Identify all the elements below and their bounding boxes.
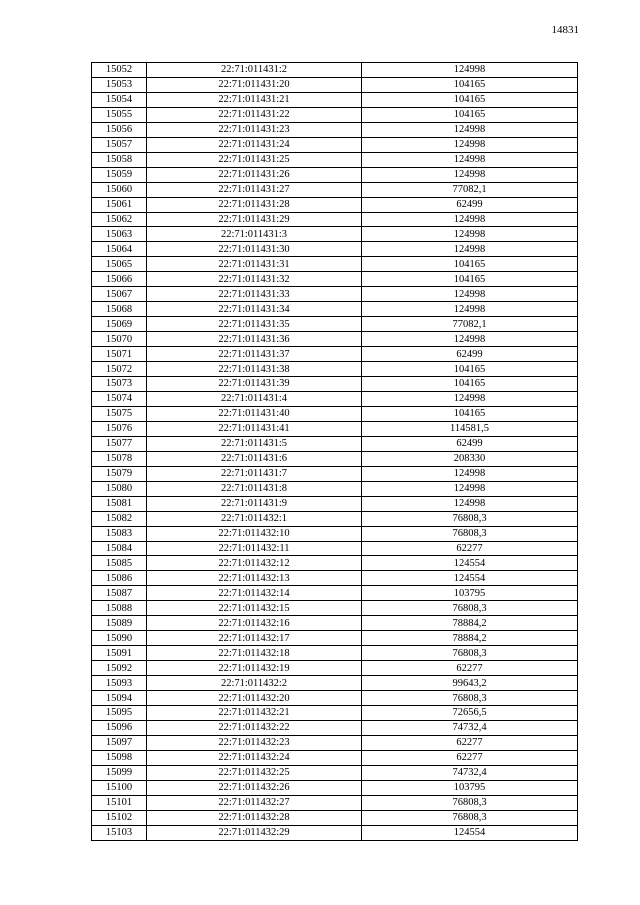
value-cell: 124998 <box>362 167 578 182</box>
table-row <box>92 571 578 586</box>
row-number-cell: 15053 <box>92 77 147 92</box>
value-cell: 76808,3 <box>362 795 578 810</box>
value-cell: 124998 <box>362 287 578 302</box>
table-row <box>92 586 578 601</box>
cadastral-number-cell: 22:71:011431:21 <box>147 92 362 107</box>
table-row <box>92 780 578 795</box>
value-cell: 62499 <box>362 347 578 362</box>
cadastral-number-cell: 22:71:011431:25 <box>147 152 362 167</box>
value-cell: 104165 <box>362 92 578 107</box>
value-cell: 103795 <box>362 586 578 601</box>
table-row <box>92 257 578 272</box>
table-row <box>92 212 578 227</box>
table-row <box>92 332 578 347</box>
cadastral-number-cell: 22:71:011432:18 <box>147 646 362 661</box>
row-number-cell: 15089 <box>92 616 147 631</box>
cadastral-number-cell: 22:71:011432:1 <box>147 511 362 526</box>
value-cell: 74732,4 <box>362 765 578 780</box>
row-number-cell: 15070 <box>92 332 147 347</box>
row-number-cell: 15066 <box>92 272 147 287</box>
row-number-cell: 15063 <box>92 227 147 242</box>
table-row <box>92 152 578 167</box>
row-number-cell: 15058 <box>92 152 147 167</box>
value-cell: 62277 <box>362 750 578 765</box>
cadastral-number-cell: 22:71:011431:5 <box>147 436 362 451</box>
row-number-cell: 15082 <box>92 511 147 526</box>
value-cell: 124998 <box>362 332 578 347</box>
cadastral-number-cell: 22:71:011432:21 <box>147 705 362 720</box>
table-row <box>92 810 578 825</box>
row-number-cell: 15056 <box>92 122 147 137</box>
value-cell: 104165 <box>362 107 578 122</box>
cadastral-number-cell: 22:71:011431:6 <box>147 451 362 466</box>
table-row <box>92 646 578 661</box>
value-cell: 76808,3 <box>362 810 578 825</box>
cadastral-number-cell: 22:71:011431:36 <box>147 332 362 347</box>
cadastral-number-cell: 22:71:011432:24 <box>147 750 362 765</box>
row-number-cell: 15057 <box>92 137 147 152</box>
value-cell: 77082,1 <box>362 182 578 197</box>
table-row <box>92 825 578 840</box>
row-number-cell: 15065 <box>92 257 147 272</box>
value-cell: 124998 <box>362 481 578 496</box>
cadastral-number-cell: 22:71:011431:35 <box>147 317 362 332</box>
table-row <box>92 720 578 735</box>
cadastral-number-cell: 22:71:011432:25 <box>147 765 362 780</box>
row-number-cell: 15088 <box>92 601 147 616</box>
value-cell: 124998 <box>362 227 578 242</box>
table-row <box>92 92 578 107</box>
table-row <box>92 63 578 78</box>
value-cell: 62499 <box>362 197 578 212</box>
cadastral-number-cell: 22:71:011432:29 <box>147 825 362 840</box>
row-number-cell: 15090 <box>92 631 147 646</box>
table-row <box>92 317 578 332</box>
cadastral-number-cell: 22:71:011432:16 <box>147 616 362 631</box>
table-row <box>92 406 578 421</box>
value-cell: 104165 <box>362 77 578 92</box>
cadastral-number-cell: 22:71:011432:26 <box>147 780 362 795</box>
cadastral-number-cell: 22:71:011431:24 <box>147 137 362 152</box>
row-number-cell: 15071 <box>92 347 147 362</box>
value-cell: 124554 <box>362 825 578 840</box>
value-cell: 124998 <box>362 302 578 317</box>
row-number-cell: 15094 <box>92 691 147 706</box>
value-cell: 124998 <box>362 152 578 167</box>
value-cell: 124998 <box>362 212 578 227</box>
table-row <box>92 272 578 287</box>
cadastral-number-cell: 22:71:011431:31 <box>147 257 362 272</box>
cadastral-number-cell: 22:71:011431:4 <box>147 391 362 406</box>
cadastral-number-cell: 22:71:011431:39 <box>147 377 362 392</box>
row-number-cell: 15087 <box>92 586 147 601</box>
value-cell: 76808,3 <box>362 646 578 661</box>
value-cell: 103795 <box>362 780 578 795</box>
row-number-cell: 15086 <box>92 571 147 586</box>
row-number-cell: 15077 <box>92 436 147 451</box>
value-cell: 76808,3 <box>362 691 578 706</box>
value-cell: 208330 <box>362 451 578 466</box>
cadastral-number-cell: 22:71:011432:12 <box>147 556 362 571</box>
cadastral-number-cell: 22:71:011432:13 <box>147 571 362 586</box>
row-number-cell: 15084 <box>92 541 147 556</box>
cadastral-number-cell: 22:71:011431:41 <box>147 421 362 436</box>
table-row <box>92 795 578 810</box>
cadastral-number-cell: 22:71:011431:20 <box>147 77 362 92</box>
row-number-cell: 15102 <box>92 810 147 825</box>
row-number-cell: 15055 <box>92 107 147 122</box>
cadastral-number-cell: 22:71:011431:9 <box>147 496 362 511</box>
row-number-cell: 15052 <box>92 63 147 78</box>
cadastral-number-cell: 22:71:011432:22 <box>147 720 362 735</box>
table-row <box>92 391 578 406</box>
row-number-cell: 15072 <box>92 362 147 377</box>
table-row <box>92 197 578 212</box>
value-cell: 124998 <box>362 466 578 481</box>
table-row <box>92 661 578 676</box>
table-row <box>92 362 578 377</box>
cadastral-number-cell: 22:71:011431:22 <box>147 107 362 122</box>
cadastral-number-cell: 22:71:011431:8 <box>147 481 362 496</box>
table-row <box>92 556 578 571</box>
table-row <box>92 705 578 720</box>
table-row <box>92 436 578 451</box>
table-row <box>92 691 578 706</box>
cadastral-number-cell: 22:71:011432:11 <box>147 541 362 556</box>
row-number-cell: 15068 <box>92 302 147 317</box>
row-number-cell: 15093 <box>92 676 147 691</box>
cadastral-number-cell: 22:71:011432:15 <box>147 601 362 616</box>
value-cell: 114581,5 <box>362 421 578 436</box>
cadastral-number-cell: 22:71:011431:38 <box>147 362 362 377</box>
value-cell: 104165 <box>362 272 578 287</box>
value-cell: 104165 <box>362 257 578 272</box>
table-row <box>92 765 578 780</box>
table-row <box>92 750 578 765</box>
cadastral-number-cell: 22:71:011431:2 <box>147 63 362 78</box>
table-row <box>92 122 578 137</box>
row-number-cell: 15091 <box>92 646 147 661</box>
table-row <box>92 481 578 496</box>
row-number-cell: 15054 <box>92 92 147 107</box>
page-number: 14831 <box>551 24 579 36</box>
value-cell: 72656,5 <box>362 705 578 720</box>
row-number-cell: 15080 <box>92 481 147 496</box>
row-number-cell: 15099 <box>92 765 147 780</box>
row-number-cell: 15079 <box>92 466 147 481</box>
row-number-cell: 15060 <box>92 182 147 197</box>
table-row <box>92 676 578 691</box>
value-cell: 99643,2 <box>362 676 578 691</box>
cadastral-number-cell: 22:71:011431:26 <box>147 167 362 182</box>
table-row <box>92 631 578 646</box>
value-cell: 62499 <box>362 436 578 451</box>
cadastral-number-cell: 22:71:011432:2 <box>147 676 362 691</box>
table-row <box>92 347 578 362</box>
row-number-cell: 15097 <box>92 735 147 750</box>
cadastral-number-cell: 22:71:011432:27 <box>147 795 362 810</box>
value-cell: 124998 <box>362 63 578 78</box>
row-number-cell: 15059 <box>92 167 147 182</box>
row-number-cell: 15081 <box>92 496 147 511</box>
row-number-cell: 15067 <box>92 287 147 302</box>
cadastral-number-cell: 22:71:011431:40 <box>147 406 362 421</box>
value-cell: 76808,3 <box>362 511 578 526</box>
table-row <box>92 137 578 152</box>
table-row <box>92 496 578 511</box>
value-cell: 76808,3 <box>362 601 578 616</box>
value-cell: 62277 <box>362 541 578 556</box>
row-number-cell: 15085 <box>92 556 147 571</box>
table-row <box>92 107 578 122</box>
table-row <box>92 302 578 317</box>
row-number-cell: 15073 <box>92 377 147 392</box>
value-cell: 124998 <box>362 137 578 152</box>
cadastral-number-cell: 22:71:011431:7 <box>147 466 362 481</box>
row-number-cell: 15074 <box>92 391 147 406</box>
table-row <box>92 377 578 392</box>
row-number-cell: 15103 <box>92 825 147 840</box>
value-cell: 78884,2 <box>362 631 578 646</box>
row-number-cell: 15075 <box>92 406 147 421</box>
cadastral-number-cell: 22:71:011431:23 <box>147 122 362 137</box>
cadastral-number-cell: 22:71:011431:3 <box>147 227 362 242</box>
table-row <box>92 735 578 750</box>
value-cell: 124998 <box>362 496 578 511</box>
value-cell: 124998 <box>362 122 578 137</box>
row-number-cell: 15069 <box>92 317 147 332</box>
row-number-cell: 15078 <box>92 451 147 466</box>
cadastral-number-cell: 22:71:011431:37 <box>147 347 362 362</box>
cadastral-number-cell: 22:71:011431:33 <box>147 287 362 302</box>
row-number-cell: 15076 <box>92 421 147 436</box>
value-cell: 62277 <box>362 661 578 676</box>
cadastral-number-cell: 22:71:011431:29 <box>147 212 362 227</box>
cadastral-number-cell: 22:71:011432:20 <box>147 691 362 706</box>
table-row <box>92 287 578 302</box>
value-cell: 74732,4 <box>362 720 578 735</box>
table-row <box>92 227 578 242</box>
cadastral-number-cell: 22:71:011432:10 <box>147 526 362 541</box>
value-cell: 77082,1 <box>362 317 578 332</box>
table-row <box>92 526 578 541</box>
value-cell: 104165 <box>362 362 578 377</box>
table-row <box>92 451 578 466</box>
table-row <box>92 511 578 526</box>
cadastral-number-cell: 22:71:011432:28 <box>147 810 362 825</box>
value-cell: 124998 <box>362 391 578 406</box>
cadastral-number-cell: 22:71:011432:19 <box>147 661 362 676</box>
value-cell: 104165 <box>362 377 578 392</box>
row-number-cell: 15062 <box>92 212 147 227</box>
row-number-cell: 15096 <box>92 720 147 735</box>
cadastral-number-cell: 22:71:011431:34 <box>147 302 362 317</box>
row-number-cell: 15098 <box>92 750 147 765</box>
table-row <box>92 421 578 436</box>
row-number-cell: 15092 <box>92 661 147 676</box>
table-row <box>92 242 578 257</box>
cadastral-number-cell: 22:71:011431:32 <box>147 272 362 287</box>
table-body <box>92 63 578 841</box>
table-row <box>92 182 578 197</box>
cadastral-number-cell: 22:71:011432:23 <box>147 735 362 750</box>
table-row <box>92 466 578 481</box>
value-cell: 62277 <box>362 735 578 750</box>
table-row <box>92 77 578 92</box>
value-cell: 124554 <box>362 571 578 586</box>
row-number-cell: 15101 <box>92 795 147 810</box>
cadastral-number-cell: 22:71:011431:30 <box>147 242 362 257</box>
cadastral-number-cell: 22:71:011431:27 <box>147 182 362 197</box>
row-number-cell: 15083 <box>92 526 147 541</box>
row-number-cell: 15061 <box>92 197 147 212</box>
cadastral-number-cell: 22:71:011432:14 <box>147 586 362 601</box>
value-cell: 78884,2 <box>362 616 578 631</box>
table-row <box>92 601 578 616</box>
row-number-cell: 15064 <box>92 242 147 257</box>
value-cell: 104165 <box>362 406 578 421</box>
table-row <box>92 541 578 556</box>
value-cell: 124554 <box>362 556 578 571</box>
row-number-cell: 15100 <box>92 780 147 795</box>
data-table <box>91 62 578 841</box>
value-cell: 76808,3 <box>362 526 578 541</box>
cadastral-number-cell: 22:71:011432:17 <box>147 631 362 646</box>
cadastral-number-cell: 22:71:011431:28 <box>147 197 362 212</box>
table-row <box>92 167 578 182</box>
table-row <box>92 616 578 631</box>
value-cell: 124998 <box>362 242 578 257</box>
row-number-cell: 15095 <box>92 705 147 720</box>
